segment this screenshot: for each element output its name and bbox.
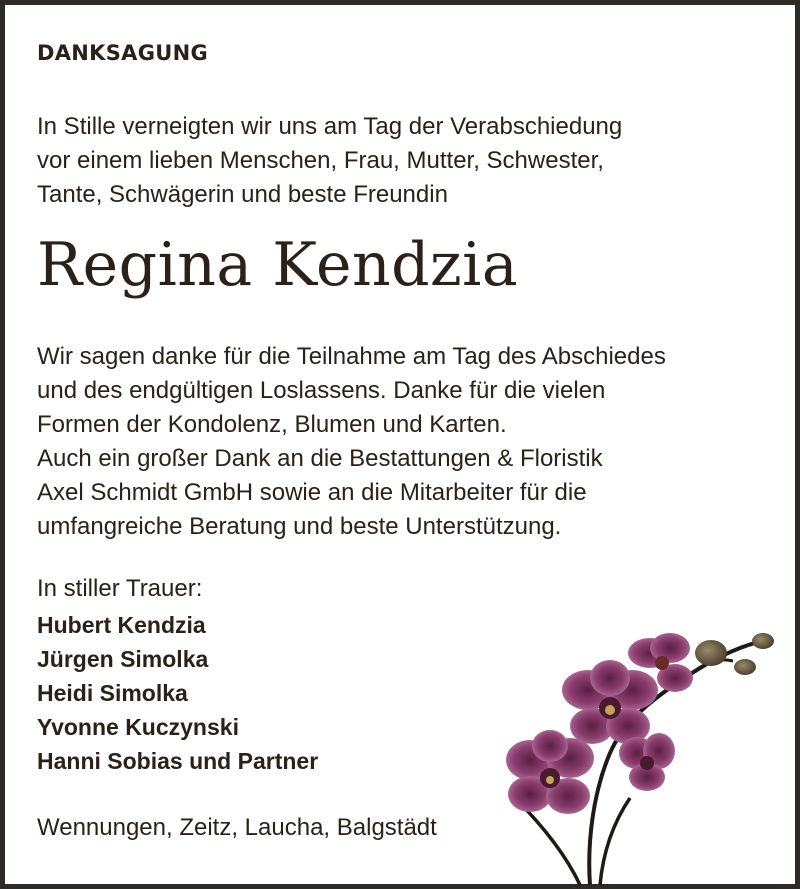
- body-line: Formen der Kondolenz, Blumen und Karten.: [37, 411, 507, 438]
- mourner-name: Hanni Sobias und Partner: [37, 748, 319, 774]
- mourning-label: In stiller Trauer:: [37, 575, 203, 602]
- intro-line: In Stille verneigten wir uns am Tag der Verabschiedung: [37, 113, 623, 140]
- intro-text: [37, 110, 622, 212]
- mourner-name: Hubert Kendzia: [37, 612, 206, 638]
- intro-line: vor einem lieben Menschen, Frau, Mutter, Schwester,: [37, 147, 604, 174]
- mourner-name: Jürgen Simolka: [37, 646, 209, 672]
- body-line: und des endgültigen Loslassens. Danke für die vielen: [37, 377, 606, 404]
- orchid-icon: [495, 623, 785, 889]
- deceased-name: Regina Kendzia: [37, 230, 519, 300]
- places-line: Wennungen, Zeitz, Laucha, Balgstädt: [37, 814, 437, 841]
- mourner-name: Yvonne Kuczynski: [37, 714, 239, 740]
- body-line: Auch ein großer Dank an die Bestattungen & Floristik: [37, 445, 603, 472]
- thank-you-text: [37, 340, 666, 544]
- body-line: Axel Schmidt GmbH sowie an die Mitarbeiter für die: [37, 479, 587, 506]
- body-line: umfangreiche Beratung und beste Unterstützung.: [37, 513, 562, 540]
- intro-line: Tante, Schwägerin und beste Freundin: [37, 181, 448, 208]
- body-line: Wir sagen danke für die Teilnahme am Tag des Abschiedes: [37, 343, 666, 370]
- heading: DANKSAGUNG: [37, 41, 209, 65]
- mourners-list: [37, 608, 318, 778]
- mourner-name: Heidi Simolka: [37, 680, 188, 706]
